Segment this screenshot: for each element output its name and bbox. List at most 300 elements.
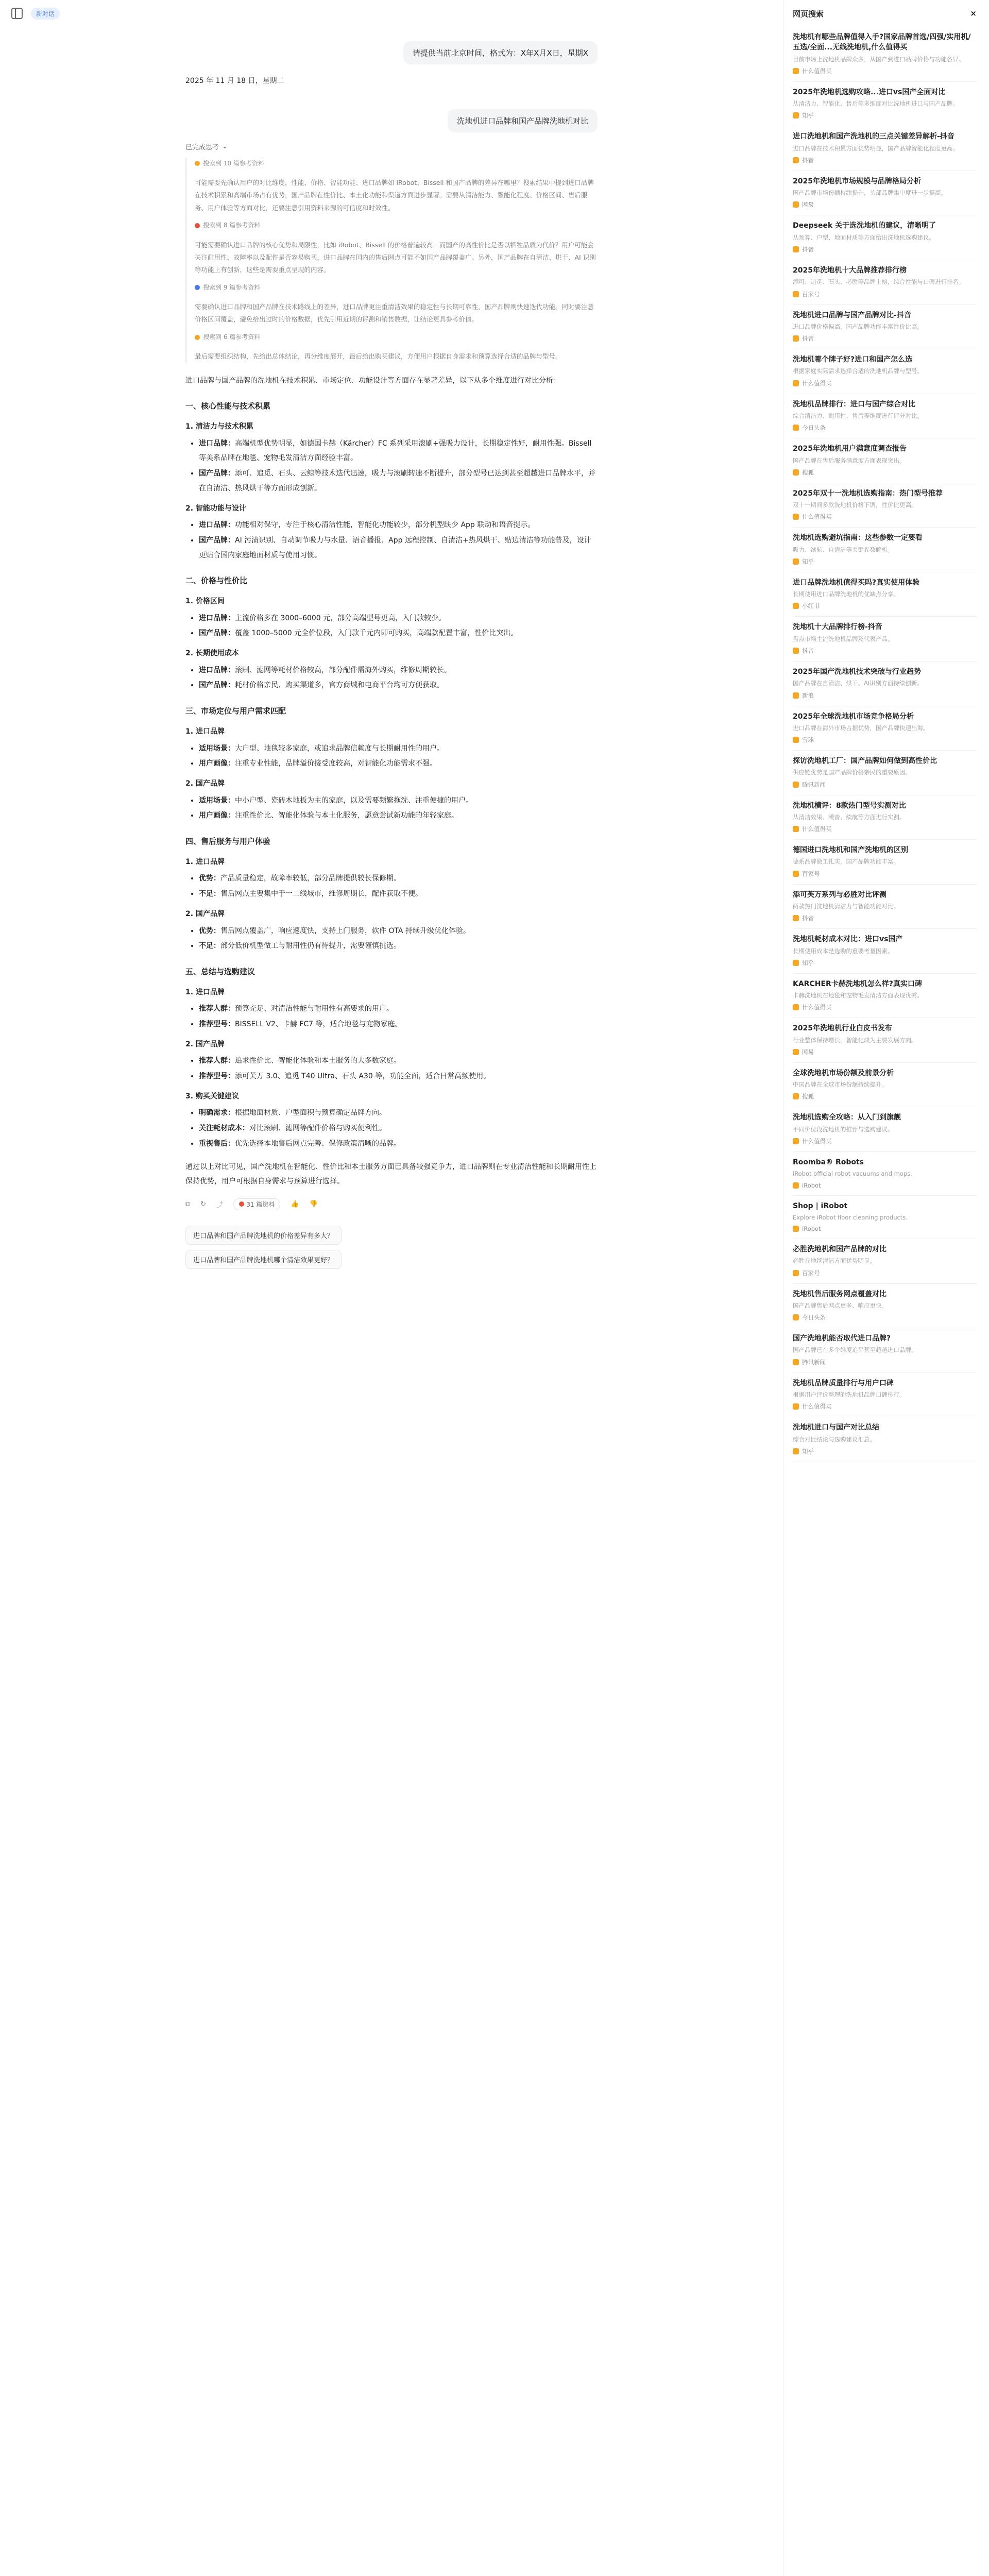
suggestions [185, 1226, 598, 1274]
bullet-text: 功能相对保守，专注于核心清洁性能，智能化功能较少，部分机型缺少 App 联动和语音提示。 [235, 521, 535, 530]
bullet-text: 注重性价比、智能化体验与本土化服务，愿意尝试新功能的年轻家庭。 [235, 811, 458, 820]
result-source [793, 647, 977, 655]
regenerate-icon[interactable]: ↻ [200, 1200, 207, 1208]
share-icon[interactable]: ⤴ [216, 1201, 224, 1209]
site-icon [793, 737, 799, 743]
bullet-label: 优势： [199, 874, 220, 883]
bullet-item [199, 939, 598, 954]
bullet-text: 对比滚刷、滤网等配件价格与购买便利性。 [249, 1124, 386, 1133]
result-snippet: 进口品牌在海外市场占据优势，国产品牌快速出海。 [793, 724, 929, 732]
result-source [793, 67, 977, 75]
result-title: 洗地机品牌质量排行与用户口碑 [793, 1379, 894, 1387]
answer-sections [185, 398, 598, 1151]
result-snippet: 从清洁力、智能化、售后等多维度对比洗地机进口与国产品牌。 [793, 100, 959, 108]
result-snippet: 国产品牌已在多个维度追平甚至超越进口品牌。 [793, 1346, 917, 1354]
site-icon [793, 960, 799, 966]
result-source [793, 959, 977, 967]
result-source [793, 1003, 977, 1011]
suggestion-item[interactable]: 进口品牌和国产品牌洗地机哪个清洁效果更好？ [185, 1250, 342, 1269]
subsection-heading: 1. 价格区间 [185, 597, 225, 605]
bullet-label: 国产品牌： [199, 469, 235, 478]
citation-text: 搜索到 9 篇参考资料 [203, 283, 261, 291]
result-source [793, 156, 977, 164]
site-icon [793, 782, 799, 788]
source-name: 知乎 [802, 959, 814, 967]
bullet-text: 添可、追觅、石头、云鲸等技术迭代迅速，吸力与滚刷转速不断提升，部分型号已达到甚至超越进口品牌水平，并在自清洁、热风烘干等方面形成创新。 [199, 469, 595, 493]
bullet-list [185, 1002, 598, 1031]
result-snippet: 从预算、户型、地面材质等方面给出洗地机选购建议。 [793, 233, 935, 241]
bullet-text: 注重专业性能，品牌溢价接受度较高，对智能化功能需求不强。 [235, 759, 437, 768]
site-icon [793, 1359, 799, 1365]
result-title: 洗地机哪个牌子好?进口和国产怎么选 [793, 355, 913, 364]
bullet-label: 国产品牌： [199, 629, 235, 638]
site-icon [793, 1226, 799, 1232]
result-snippet: Explore iRobot floor cleaning products. [793, 1213, 908, 1221]
search-result-item[interactable] [793, 260, 977, 305]
bullet-item [199, 808, 598, 823]
result-snippet: 综合对比结论与选购建议汇总。 [793, 1435, 876, 1443]
bullet-label: 推荐人群： [199, 1005, 235, 1013]
result-snippet: 长期使用进口品牌洗地机的优缺点分享。 [793, 590, 899, 598]
bullet-text: 售后网点主要集中于一二线城市，维修周期长，配件获取不便。 [220, 890, 422, 899]
source-name: 腾讯新闻 [802, 781, 826, 788]
result-source [793, 602, 977, 610]
bullet-text: AI 污渍识别、自动调节吸力与水量、语音播报、App 远程控制、自清洁+热风烘干、贴边清洁等功能普及，设计更贴合国内家庭地面材质与使用习惯。 [199, 536, 591, 560]
result-title: Shop | iRobot [793, 1201, 848, 1210]
site-icon [793, 201, 799, 208]
result-snippet: 卡赫洗地机在地毯和宠物毛发清洁方面表现优秀。 [793, 992, 923, 999]
chat-main [185, 41, 598, 1274]
bullet-item [199, 436, 598, 466]
bullet-list [185, 1054, 598, 1083]
search-result-item[interactable] [793, 305, 977, 350]
bullet-label: 推荐型号： [199, 1020, 235, 1028]
bullet-label: 国产品牌： [199, 681, 235, 690]
bullet-item [199, 1137, 598, 1151]
chevron-down-icon: ⌄ [222, 142, 228, 150]
search-results-panel [783, 0, 989, 2576]
source-name: 百家号 [802, 1269, 820, 1277]
result-snippet: 进口品牌在技术积累方面优势明显，国产品牌智能化程度更高。 [793, 144, 959, 152]
source-name: 什么值得买 [802, 67, 832, 75]
bullet-text: 中小户型、瓷砖木地板为主的家庭，以及需要频繁拖洗、注重便捷的用户。 [235, 796, 473, 805]
bullet-item [199, 1106, 598, 1121]
new-chat-tag[interactable]: 新对话 [31, 8, 60, 20]
source-name: iRobot [802, 1181, 821, 1189]
result-snippet: 国产品牌在自清洁、烘干、AI识别方面持续创新。 [793, 680, 923, 687]
result-snippet: 行业整体保持增长，智能化成为主要发展方向。 [793, 1036, 917, 1044]
result-title: 2025年洗地机选购攻略...进口vs国产全面对比 [793, 88, 946, 96]
search-result-item[interactable] [793, 751, 977, 795]
result-source [793, 1048, 977, 1056]
citation-text: 搜索到 8 篇参考资料 [203, 222, 261, 229]
bullet-text: 添可芙万 3.0、追觅 T40 Ultra、石头 A30 等，功能全面，适合日常高频使用。 [235, 1072, 491, 1081]
bullet-text: 售后网点覆盖广，响应速度快，支持上门服务，软件 OTA 持续升级优化体验。 [220, 926, 470, 935]
result-snippet: 从清洁效果、噪音、续航等方面进行实测。 [793, 813, 906, 821]
source-name: 网易 [802, 1048, 814, 1056]
source-icon [195, 161, 200, 166]
bullet-item [199, 518, 598, 533]
result-snippet: 供应链优势是国产品牌价格亲民的重要原因。 [793, 769, 911, 776]
thinking-citation[interactable] [195, 282, 598, 294]
source-name: 今日头条 [802, 424, 826, 432]
search-result-item[interactable] [793, 1239, 977, 1284]
result-title: 洗地机品牌排行：进口与国产综合对比 [793, 400, 915, 409]
result-snippet: 不同价位段洗地机的推荐与选购建议。 [793, 1125, 894, 1133]
source-name: 什么值得买 [802, 825, 832, 833]
result-title: 2025年洗地机十大品牌推荐排行榜 [793, 266, 907, 275]
result-source [793, 1092, 977, 1100]
bullet-item [199, 1054, 598, 1069]
search-result-item[interactable] [793, 394, 977, 439]
source-name: 知乎 [802, 112, 814, 120]
bullet-item [199, 741, 598, 756]
search-result-item[interactable] [793, 126, 977, 171]
source-icon [195, 335, 200, 340]
section-heading: 一、核心性能与技术积累 [185, 401, 271, 411]
search-result-item[interactable] [793, 885, 977, 929]
source-icon [195, 285, 200, 290]
search-result-item[interactable] [793, 349, 977, 394]
thinking-label: 已完成思考 [185, 143, 219, 151]
bullet-text: 优先选择本地售后网点完善、保修政策清晰的品牌。 [235, 1139, 401, 1148]
sources-chip[interactable] [233, 1198, 280, 1210]
bullet-label: 进口品牌： [199, 666, 235, 674]
search-result-item[interactable] [793, 1018, 977, 1063]
site-icon [793, 1138, 799, 1144]
result-title: 洗地机进口与国产对比总结 [793, 1423, 879, 1432]
bullet-label: 推荐型号： [199, 1072, 235, 1081]
subsection-heading: 2. 智能功能与设计 [185, 504, 246, 513]
result-title: 探访洗地机工厂：国产品牌如何做到高性价比 [793, 757, 937, 766]
result-title: 2025年洗地机行业白皮书发布 [793, 1024, 892, 1033]
bullet-list [185, 871, 598, 901]
result-source [793, 557, 977, 566]
result-snippet: 根据家庭实际需求选择合适的洗地机品牌与型号。 [793, 367, 923, 375]
search-result-item[interactable] [793, 528, 977, 572]
source-name: 知乎 [802, 557, 814, 565]
result-source [793, 334, 977, 343]
source-name: 什么值得买 [802, 1137, 832, 1145]
result-title: 2025年洗地机市场规模与品牌格局分析 [793, 177, 921, 185]
site-icon [793, 871, 799, 877]
answer-conclusion: 通过以上对比可见，国产洗地机在智能化、性价比和本土服务方面已具备较强竞争力，进口品牌则在专业清洁性能和长期耐用性上保持优势，用户可根据自身需求与预算进行选择。 [185, 1162, 596, 1186]
result-snippet: 目前市场上洗地机品牌众多，从国产到进口品牌价格与功能各异。 [793, 55, 965, 63]
search-result-item[interactable] [793, 840, 977, 885]
source-name: 知乎 [802, 1447, 814, 1455]
result-title: 进口品牌洗地机值得买吗?真实使用体验 [793, 578, 920, 587]
result-title: 2025年双十一洗地机选购指南：热门型号推荐 [793, 489, 943, 498]
result-source [793, 781, 977, 789]
source-name: 什么值得买 [802, 513, 832, 521]
result-snippet: 双十一期间多款洗地机价格下调，性价比更高。 [793, 501, 917, 509]
source-name: 新浪 [802, 691, 814, 699]
search-result-item[interactable] [793, 1107, 977, 1152]
result-snippet: 国产品牌市场份额持续提升，头部品牌集中度进一步提高。 [793, 189, 947, 197]
search-result-item[interactable] [793, 1373, 977, 1418]
source-name: 抖音 [802, 156, 814, 164]
source-name: 今日头条 [802, 1314, 826, 1321]
thumbs-down-icon[interactable]: 👎 [309, 1200, 318, 1208]
user-message-1 [185, 41, 598, 64]
source-name: 腾讯新闻 [802, 1358, 826, 1366]
site-icon [793, 558, 799, 565]
search-result-item[interactable] [793, 1196, 977, 1240]
result-title: 洗地机耗材成本对比：进口vs国产 [793, 935, 903, 944]
bullet-list [185, 436, 598, 496]
source-icon [239, 1201, 244, 1207]
citation-text: 搜索到 6 篇参考资料 [203, 333, 261, 341]
result-source [793, 245, 977, 253]
subsection-heading: 2. 长期使用成本 [185, 649, 239, 658]
site-icon [793, 826, 799, 832]
result-snippet: 必胜在地毯清洁方面优势明显。 [793, 1257, 876, 1265]
bullet-label: 关注耗材成本： [199, 1124, 249, 1133]
subsection-heading: 1. 进口品牌 [185, 727, 225, 736]
result-source [793, 1225, 977, 1232]
bullet-item [199, 793, 598, 808]
result-snippet: 进口品牌价格偏高，国产品牌功能丰富性价比高。 [793, 323, 923, 330]
result-snippet: 长期使用成本是选购的重要考量因素。 [793, 947, 894, 955]
search-result-item[interactable] [793, 1063, 977, 1108]
close-icon[interactable]: × [970, 9, 977, 18]
result-source [793, 1182, 977, 1189]
panel-title: 网页搜索 [793, 9, 824, 19]
result-source [793, 513, 977, 521]
bullet-text: 耗材价格亲民、购买渠道多，官方商城和电商平台均可方便获取。 [235, 681, 444, 690]
site-icon [793, 692, 799, 699]
result-source [793, 691, 977, 700]
section-heading: 四、售后服务与用户体验 [185, 837, 271, 846]
result-title: 德国进口洗地机和国产洗地机的区别 [793, 846, 908, 855]
site-icon [793, 1004, 799, 1010]
result-title: KARCHER卡赫洗地机怎么样?真实口碑 [793, 979, 922, 988]
result-source [793, 423, 977, 432]
subsection-heading: 2. 国产品牌 [185, 909, 225, 918]
user-message-2 [185, 109, 598, 132]
site-icon [793, 1182, 799, 1189]
sources-count: 31 篇资料 [246, 1200, 275, 1208]
site-icon [793, 514, 799, 520]
bullet-label: 不足： [199, 942, 220, 951]
result-snippet: 中国品牌在全球市场份额持续提升。 [793, 1081, 888, 1089]
thinking-paragraph: 最后需要组织结构，先给出总体结论，再分维度展开，最后给出购买建议，方便用户根据自身需求和预算选择合适的品牌与型号。 [195, 352, 562, 361]
bullet-text: 部分低价机型做工与耐用性仍有待提升，需要谨慎挑选。 [220, 942, 401, 951]
answer-intro: 进口品牌与国产品牌的洗地机在技术积累、市场定位、功能设计等方面存在显著差异，以下从多个维度进行对比分析： [185, 376, 560, 385]
thinking-paragraph: 可能需要确认进口品牌的核心优势和局限性，比如 iRobot、Bissell 的价格普遍较高，而国产的高性价比是否以牺牲品质为代价？用户可能会关注耐用性、故障率以及配件是否容易购买，进口品牌在国内的售后网点可能不如国产品牌覆盖广。另外，国产品牌在自清洁、烘干、AI 识别等功能上有创新，这些是需要重点呈现的内容。 [195, 241, 596, 274]
bullet-label: 适用场景： [199, 796, 235, 805]
site-icon [793, 246, 799, 252]
result-title: 洗地机十大品牌排行榜-抖音 [793, 623, 882, 632]
bullet-label: 重视售后： [199, 1139, 235, 1148]
subsection-heading: 1. 进口品牌 [185, 857, 225, 866]
site-icon [793, 1093, 799, 1099]
bullet-text: BISSELL V2、卡赫 FC7 等，适合地毯与宠物家庭。 [235, 1020, 402, 1028]
result-source [793, 468, 977, 477]
search-result-item[interactable] [793, 929, 977, 974]
source-name: 抖音 [802, 647, 814, 654]
result-title: 洗地机有哪些品牌值得入手?国家品牌首选/四强/实用机/五选/全面...无线洗地机,什么值得买 [793, 33, 971, 52]
bullet-label: 适用场景： [199, 744, 235, 753]
result-snippet: 两款热门洗地机清洁力与智能功能对比。 [793, 902, 899, 910]
section-heading: 五、总结与选购建议 [185, 967, 255, 976]
search-result-item[interactable] [793, 1417, 977, 1462]
result-title: 洗地机选购全攻略：从入门到旗舰 [793, 1113, 901, 1122]
subsection-heading: 2. 国产品牌 [185, 1040, 225, 1048]
search-result-item[interactable] [793, 27, 977, 82]
result-source [793, 1447, 977, 1455]
assistant-answer-1: 2025 年 11 月 18 日，星期二 [185, 77, 284, 85]
result-title: 洗地机售后服务网点覆盖对比 [793, 1290, 886, 1298]
search-result-item[interactable] [793, 1328, 977, 1373]
top-bar [0, 0, 742, 27]
bullet-item [199, 663, 598, 678]
search-result-item[interactable] [793, 215, 977, 260]
search-result-item[interactable] [793, 572, 977, 617]
suggestion-item[interactable]: 进口品牌和国产品牌洗地机的价格差异有多大？ [185, 1226, 342, 1245]
site-icon [793, 1403, 799, 1410]
bullet-label: 明确需求： [199, 1109, 235, 1117]
search-result-item[interactable] [793, 1152, 977, 1196]
thinking-citation[interactable] [195, 219, 598, 231]
site-icon [793, 425, 799, 431]
site-icon [793, 603, 799, 609]
section-heading: 二、价格与性价比 [185, 576, 248, 586]
bullet-list [185, 663, 598, 693]
bullet-list [185, 1106, 598, 1151]
site-icon [793, 335, 799, 342]
result-title: 2025年国产洗地机技术突破与行业趋势 [793, 667, 921, 676]
source-name: 什么值得买 [802, 1403, 832, 1411]
result-title: 洗地机进口品牌与国产品牌对比-抖音 [793, 311, 911, 319]
bullet-item [199, 626, 598, 641]
bullet-text: 大户型、地毯较多家庭，或追求品牌信赖度与长期耐用性的用户。 [235, 744, 444, 753]
bullet-label: 优势： [199, 926, 220, 935]
search-result-item[interactable] [793, 82, 977, 127]
thumbs-up-icon[interactable]: 👍 [291, 1200, 299, 1208]
thinking-citation[interactable] [195, 331, 598, 343]
result-source [793, 379, 977, 387]
search-result-item[interactable] [793, 483, 977, 528]
source-name: 什么值得买 [802, 1004, 832, 1011]
search-result-item[interactable] [793, 974, 977, 1019]
bullet-list [185, 741, 598, 771]
subsection-heading: 1. 清洁力与技术积累 [185, 422, 253, 431]
bullet-item [199, 887, 598, 902]
result-source [793, 870, 977, 878]
site-icon [793, 469, 799, 476]
sidebar-toggle-icon[interactable] [11, 8, 23, 19]
bullet-label: 推荐人群： [199, 1057, 235, 1065]
bullet-item [199, 533, 598, 563]
bullet-label: 不足： [199, 890, 220, 899]
site-icon [793, 1448, 799, 1454]
site-icon [793, 291, 799, 297]
result-snippet: 添可、追觅、石头、必胜等品牌上榜，综合性能与口碑进行排名。 [793, 278, 965, 286]
result-snippet: 国产品牌售后网点更多、响应更快。 [793, 1301, 888, 1309]
site-icon [793, 648, 799, 654]
result-source [793, 111, 977, 120]
result-source [793, 1358, 977, 1366]
result-snippet: 国产品牌在售后服务满意度方面表现突出。 [793, 456, 906, 464]
source-name: 搜狐 [802, 468, 814, 476]
bullet-item [199, 1121, 598, 1136]
result-title: 添可芙万系列与必胜对比评测 [793, 890, 886, 899]
bullet-label: 进口品牌： [199, 614, 235, 622]
site-icon [793, 380, 799, 386]
section-heading: 三、市场定位与用户需求匹配 [185, 706, 286, 716]
bullet-item [199, 924, 598, 939]
result-source [793, 1137, 977, 1145]
result-source [793, 1313, 977, 1321]
source-name: iRobot [802, 1225, 821, 1233]
subsection-heading: 3. 购买关键建议 [185, 1092, 239, 1100]
user-bubble: 请提供当前北京时间，格式为：X年X月X日，星期X [403, 41, 598, 64]
bullet-list [185, 793, 598, 823]
subsection-heading: 2. 国产品牌 [185, 779, 225, 788]
panel-header [793, 0, 977, 27]
site-icon [793, 157, 799, 163]
bullet-label: 用户画像： [199, 811, 235, 820]
bullet-list [185, 518, 598, 563]
search-result-item[interactable] [793, 617, 977, 662]
thinking-citation[interactable] [195, 158, 598, 170]
site-icon [793, 1314, 799, 1320]
search-result-item[interactable] [793, 438, 977, 483]
search-result-item[interactable] [793, 171, 977, 216]
result-title: 洗地机选购避坑指南：这些参数一定要看 [793, 534, 923, 543]
site-icon [793, 915, 799, 921]
search-result-item[interactable] [793, 706, 977, 751]
bullet-list [185, 611, 598, 641]
source-name: 雪球 [802, 736, 814, 744]
result-title: 进口洗地机和国产洗地机的三点关键差异解析-抖音 [793, 132, 954, 141]
result-title: 国产洗地机能否取代进口品牌? [793, 1334, 891, 1343]
result-source [793, 1269, 977, 1277]
source-name: 抖音 [802, 335, 814, 343]
site-icon [793, 68, 799, 74]
source-name: 小红书 [802, 602, 820, 610]
thinking-header[interactable] [185, 142, 598, 151]
bullet-item [199, 1002, 598, 1016]
site-icon [793, 112, 799, 118]
bullet-text: 滚刷、滤网等耗材价格较高，部分配件需海外购买，维修周期较长。 [235, 666, 451, 674]
result-source [793, 1402, 977, 1411]
result-title: 洗地机横评：8款热门型号实测对比 [793, 801, 906, 810]
bullet-item [199, 678, 598, 693]
thinking-block [185, 158, 598, 363]
bullet-label: 国产品牌： [199, 536, 235, 545]
assistant-answer-2 [185, 374, 598, 1189]
search-result-item[interactable] [793, 1284, 977, 1329]
bullet-text: 覆盖 1000–5000 元全价位段，入门款千元内即可购买，高端款配置丰富，性价比突出。 [235, 629, 518, 638]
source-name: 搜狐 [802, 1093, 814, 1100]
bullet-label: 进口品牌： [199, 521, 235, 530]
source-name: 抖音 [802, 914, 814, 922]
result-title: 2025年洗地机用户满意度调查报告 [793, 445, 907, 453]
bullet-text: 追求性价比、智能化体验和本土服务的大多数家庭。 [235, 1057, 401, 1065]
result-title: 必胜洗地机和国产品牌的对比 [793, 1245, 886, 1254]
result-snippet: 德系品牌做工扎实，国产品牌功能丰富。 [793, 858, 899, 866]
source-name: 网易 [802, 201, 814, 209]
search-result-item[interactable] [793, 662, 977, 706]
answer-actions [185, 1198, 598, 1210]
search-result-item[interactable] [793, 795, 977, 840]
copy-icon[interactable]: ⧉ [185, 1200, 191, 1208]
bullet-text: 根据地面材质、户型面积与预算确定品牌方向。 [235, 1109, 386, 1117]
source-name: 百家号 [802, 870, 820, 877]
result-source [793, 290, 977, 298]
